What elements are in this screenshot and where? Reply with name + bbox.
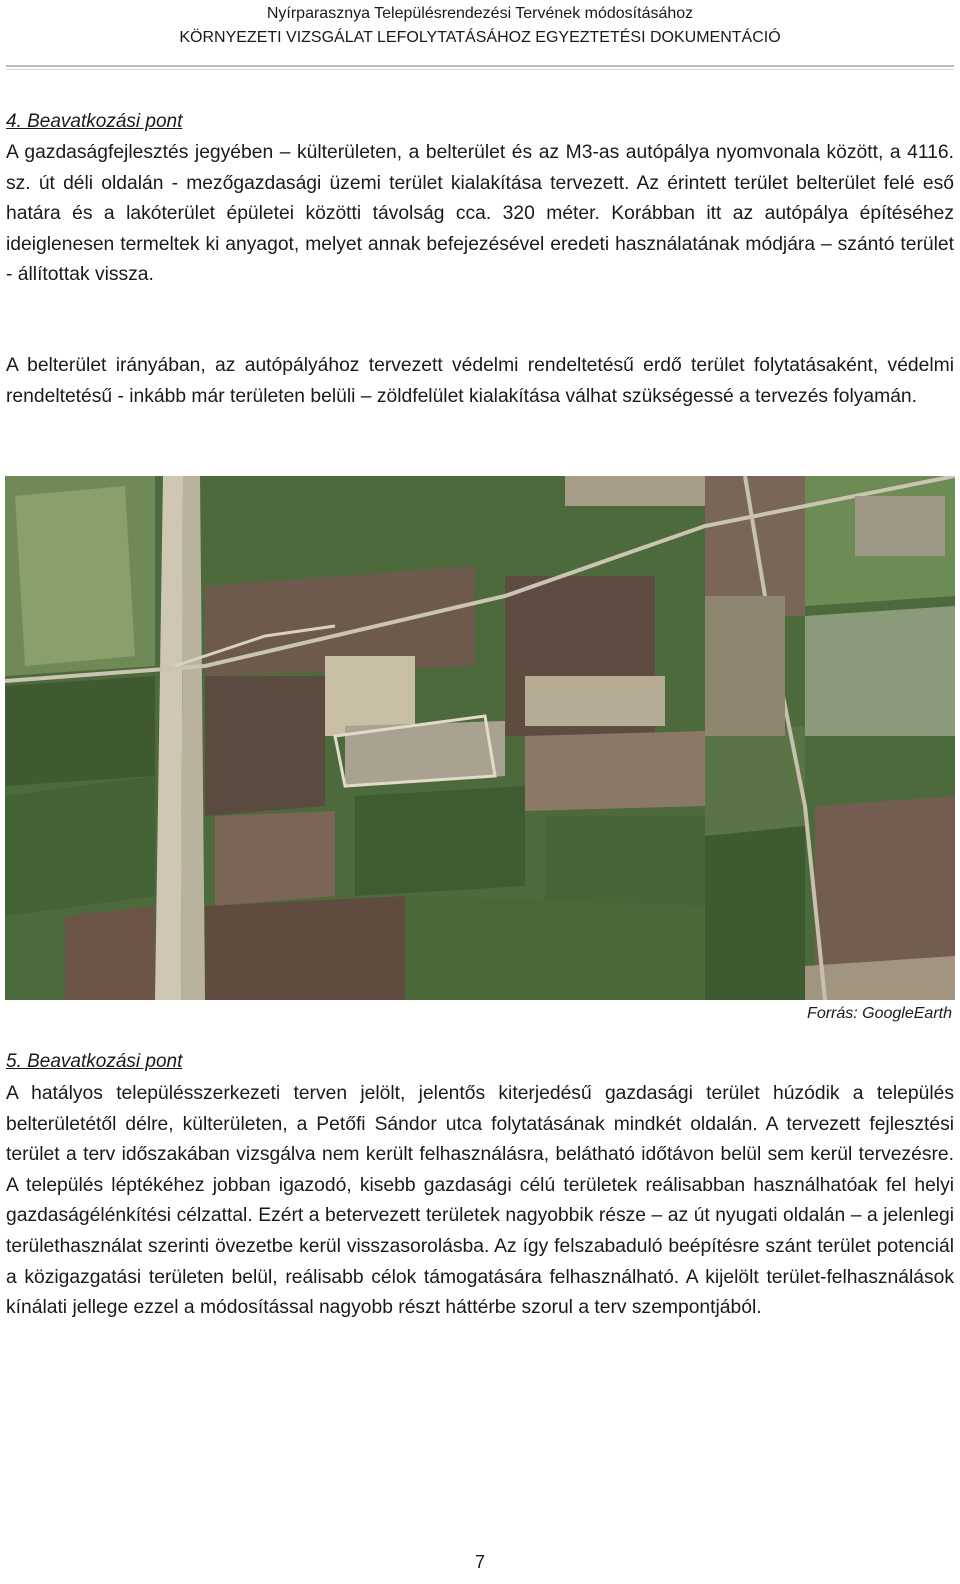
figure-caption: Forrás: GoogleEarth (807, 1005, 952, 1022)
header-title: Nyírparasznya Településrendezési Tervének módosításához (266, 5, 694, 22)
header-divider (6, 65, 954, 67)
satellite-map-image (5, 476, 955, 1000)
section-4-paragraph-2: A belterület irányában, az autópályához tervezett védelmi rendeltetésű erdő terület folytatásaként, védelmi rendeltetésű - inkább már területen belüli – zöldfelület kialakítása válhat szükségessé a tervezés folyamán. (6, 355, 954, 407)
section-4-title: 4. Beavatkozási pont (6, 111, 183, 132)
section-5-paragraph-1: A hatályos településszerkezeti terven jelölt, jelentős kiterjedésű gazdasági terület húzódik a település belterületétől délre, külterületen, a Petőfi Sándor utca folytatásának mindkét oldalán. A tervezett fejlesztési terület a terv időszakában vizsgálva nem került felhasználásra, belátható időtávon belül sem kerül tervezésre. A település léptékéhez jobban igazodó, kisebb gazdasági célú területek reálisabban használhatóak fel helyi gazdaságélénkítési célzattal. Ezért a betervezett területek nagyobbik része – az út nyugati oldalán – a jelenlegi területhasználat szerinti övezetbe kerül visszasorolásba. Az így felszabaduló beépítésre szánt terület potenciál a közigazgatási területen belül, reálisabb célok támogatására felhasználható. A kijelölt terület-felhasználások kínálati jellege ezzel a módosítással nagyobb részt háttérbe szorul a terv szempontjából. (6, 1083, 954, 1319)
section-4-paragraph-1: A gazdaságfejlesztés jegyében – külterületen, a belterület és az M3-as autópálya nyomvonala között, a 4116. sz. út déli oldalán - mezőgazdasági üzemi terület kialakítása tervezett. Az érintett terület belterület felé eső határa és a lakóterület épületei közötti távolság cca. 320 méter. Korábban itt az autópálya építéséhez ideiglenesen termeltek ki anyagot, melyet annak befejezésével eredeti használatának módjára – szántó terület - állítottak vissza. (6, 142, 954, 286)
page-number: 7 (474, 1552, 485, 1572)
header-subtitle: KÖRNYEZETI VIZSGÁLAT LEFOLYTATÁSÁHOZ EGYEZTETÉSI DOKUMENTÁCIÓ (179, 29, 781, 46)
header-divider-thin (6, 69, 954, 70)
section-5-title: 5. Beavatkozási pont (6, 1051, 183, 1072)
